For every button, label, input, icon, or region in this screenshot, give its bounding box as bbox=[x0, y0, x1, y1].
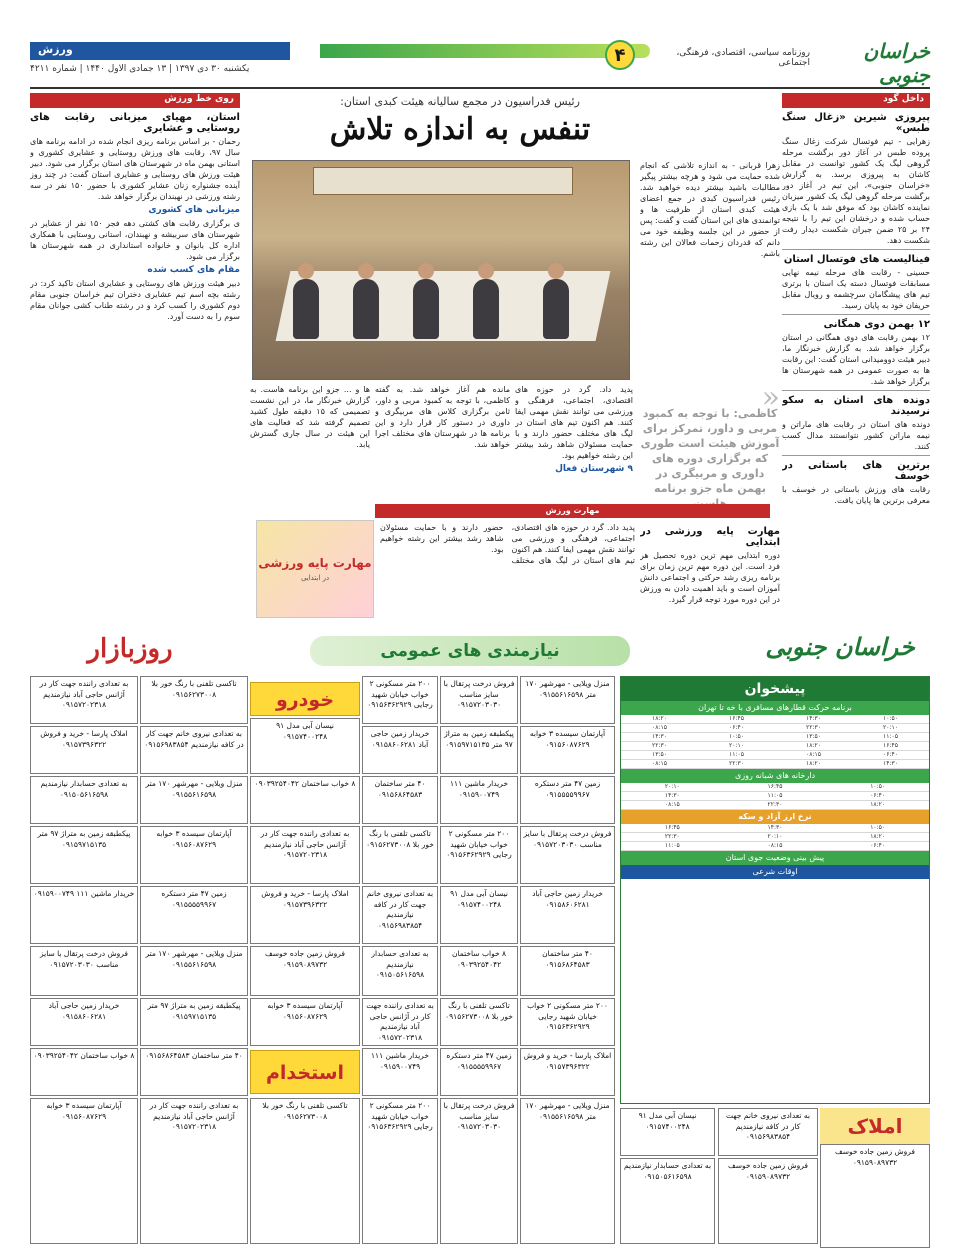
currency-table: ۱۰:۵۰ ۱۴:۳۰ ۱۶:۴۵ ۱۸:۲۰ ۲۰:۱۰ ۲۲:۳۰ ۰۶:۴۰ ۰۸:۱۵ ۱۱:۰۵ bbox=[621, 824, 929, 851]
divider bbox=[782, 390, 930, 391]
item-body: حسینی - رقابت های مرحله نیمه نهایی مسابقات فوتسال دسته یک استان با برتری تیم های پیشگامان سرچشمه و رویال مقابل حریفان خود به پایان رسید. bbox=[782, 268, 930, 310]
classified-ad[interactable]: به تعدادی حسابدار نیازمندیم ۰۹۱۵۰۵۶۱۶۵۹۸ bbox=[620, 1158, 715, 1244]
section-label: ورزش bbox=[30, 42, 290, 60]
classified-ad[interactable]: منزل ویلایی - مهرشهر ۱۷۰ متر ۰۹۱۵۵۶۱۶۵۹۸ bbox=[140, 946, 248, 996]
item-body: دونده های استان در رقابت های ماراتن و نیمه ماراتن کشور نتوانستند مدال کسب کنند. bbox=[782, 420, 930, 451]
quote-mark-icon: « bbox=[761, 380, 780, 415]
classified-ad[interactable]: منزل ویلایی - مهرشهر ۱۷۰ متر ۰۹۱۵۵۶۱۶۵۹۸ bbox=[520, 1098, 615, 1244]
classified-ad[interactable]: فروش زمین جاده خوسف ۰۹۱۵۹۰۸۹۷۳۲ bbox=[250, 946, 360, 996]
classified-ad[interactable]: خریدار زمین حاجی آباد ۰۹۱۵۸۶۰۶۲۸۱ bbox=[30, 998, 138, 1046]
item-body: زهرایی - تیم فوتسال شرکت زغال سنگ پروده طبس در آغاز دور برگشت مرحله گروهی لیگ یک کشور توانست در مقابل کاشان به پیروزی برسد. به گزارش «خراسان جنوبی»، این تیم در آغاز دور برگشت مرحله گروهی لیگ یک کشور میزبان نماینده کاشان بود که موفق شد با یک بازی حساب شده و درخشان این تیم را با نتیجه ۲۴ بر ۲۵ ضمن جبران شکست دیدار رفت شکست دهد. bbox=[782, 137, 930, 245]
classified-ad[interactable]: خریدار زمین حاجی آباد ۰۹۱۵۸۶۰۶۲۸۱ bbox=[362, 726, 438, 774]
classified-ad[interactable]: پیکطبقه زمین به متراژ ۹۷ متر ۰۹۱۵۹۷۱۵۱۳۵ bbox=[140, 998, 248, 1046]
train-table-title: برنامه حرکت قطارهای مسافری با خه تا تهران bbox=[621, 701, 929, 715]
classified-ad[interactable]: آپارتمان سیسده ۳ خوابه ۰۹۱۵۶۰۸۷۶۲۹ bbox=[250, 998, 360, 1046]
meeting-photo bbox=[252, 160, 630, 380]
pishkhan-box bbox=[620, 676, 930, 1104]
classified-ad[interactable]: به تعدادی نیروی خانم جهت کار در کافه نیازمندیم ۰۹۱۵۶۹۸۳۸۵۴ bbox=[140, 726, 248, 774]
classified-ad[interactable]: خریدار ماشین ۱۱۱ ۰۹۱۵۹۰۰۷۴۹ bbox=[440, 776, 518, 824]
main-body-far-left: ها و ... جزو این برنامه هاست. به گزارش خبرنگار ما، در این نشست تصمیمی که ۱۵ دقیقه طول کشید تصمیم گرفته شد که فعالیت های این هیئت در سال جاری گسترش یابد. bbox=[250, 385, 370, 449]
classified-ad[interactable]: فروش درخت پرتقال با سایز مناسب ۰۹۱۵۷۲۰۳۰۳۰ bbox=[440, 1098, 518, 1244]
classified-ad[interactable]: فروش درخت پرتقال با سایز مناسب ۰۹۱۵۷۲۰۳۰۳۰ bbox=[440, 676, 518, 724]
amlak-box bbox=[820, 1108, 930, 1248]
classified-ad[interactable]: املاک پارسا - خرید و فروش ۰۹۱۵۷۳۹۶۳۲۲ bbox=[520, 1048, 615, 1096]
classifieds-logo[interactable]: خراسان جنوبی bbox=[765, 632, 915, 661]
classified-ad[interactable]: تاکسی تلفنی با رنگ خور بلا ۰۹۱۵۶۲۷۳۰۰۸ bbox=[362, 826, 438, 884]
main-body-right: زهرا قربانی - به اندازه تلاشی که انجام شده حمایت می شود و هرچه بیشتر پیگیر مطالبات باشید بیشتر دیده خواهید شد. رئیس فدراسیون کبدی در جمع اعضای هیئت کبدی استان از ظرفیت ها و توانمندی های این استان گفت و گفت: پس از حضور در این جلسه وظیفه خود می دانم که قدردان زحمات فعالان این رشته باشم. bbox=[640, 161, 780, 258]
classified-ad[interactable]: پیکطبقه زمین به متراژ ۹۷ متر ۰۹۱۵۹۷۱۵۱۳۵ bbox=[30, 826, 138, 884]
right-column bbox=[782, 93, 930, 623]
classified-ad[interactable]: تاکسی تلفنی با رنگ خور بلا ۰۹۱۵۶۲۷۳۰۰۸ bbox=[250, 1098, 360, 1244]
classified-ad[interactable]: املاک پارسا - خرید و فروش ۰۹۱۵۷۳۹۶۳۲۲ bbox=[250, 886, 360, 944]
classifieds-brand: روزبازار bbox=[87, 634, 173, 664]
classified-ad[interactable]: آپارتمان سیسده ۳ خوابه ۰۹۱۵۶۰۸۷۶۲۹ bbox=[520, 726, 615, 774]
page-number-badge: ۴ bbox=[605, 40, 635, 70]
classified-ad[interactable]: نیسان آبی مدل ۹۱ ۰۹۱۵۷۴۰۰۲۴۸ bbox=[440, 886, 518, 944]
classified-ad[interactable]: خریدار زمین حاجی آباد ۰۹۱۵۸۶۰۶۲۸۱ bbox=[520, 886, 615, 944]
classified-ad[interactable]: به تعدادی راننده جهت کار در آژانس حاجی آباد نیازمندیم ۰۹۱۵۷۲۰۲۳۱۸ bbox=[250, 826, 360, 884]
left-body-2: ی برگزاری رقابت های کشتی دهه فجر ۱۵۰ نفر از عشایر در شهرستان های سربیشه و نهبندان، استانی روستایی با همکاری اداره کل بانوان و خانواده استانداری در همه شهرستان ها برگزار می شود. bbox=[30, 219, 240, 261]
logo-text: خراسان جنوبی bbox=[863, 39, 930, 87]
classified-ad[interactable]: آپارتمان سیسده ۳ خوابه ۰۹۱۵۶۰۸۷۶۲۹ bbox=[140, 826, 248, 884]
classified-ad[interactable]: ۴۰ متر ساختمان ۰۹۱۵۶۸۶۴۵۸۳ bbox=[362, 776, 438, 824]
left-column bbox=[30, 93, 240, 623]
classified-ad[interactable]: ۴۰ متر ساختمان ۰۹۱۵۶۸۶۴۵۸۳ bbox=[140, 1048, 248, 1096]
sub-article-cont: پدید داد. گرد در حوزه های اقتصادی، اجتماعی، فرهنگی و ورزشی می توانند نقش مهمی ایفا کنند. هم اکنون تیم های استان در لیگ های مختلف حضور دارند و با حمایت مسئولان شاهد رشد بیشتر این رشته خواهیم بود. bbox=[380, 523, 635, 565]
sub-article: مهارت پایه ورزشی در ابتدایی دوره ابتدایی مهم ترین دوره تحصیل هر فرد است. این دوره مهم ترین زمان برای برنامه ریزی رشد حرکتی و اجتماعی دانش آموزان است و باید اهمیت دادن به ورزش در این دوره مورد توجه قرار گیرد. bbox=[640, 526, 780, 604]
item-title[interactable]: برترین های باستانی در خوسف bbox=[782, 460, 930, 482]
item-body: رقابت های ورزش باستانی در خوسف با معرفی برترین ها پایان یافت. bbox=[782, 485, 930, 505]
item-title[interactable]: پیروزی شیرین «زغال سنگ طبس» bbox=[782, 112, 930, 134]
main-body-left: مانده هم آغاز خواهد شد. به گفته کاظمی، با توجه به کمبود مربی و داور، ثامن برگزاری کلاس های مربیگری و داوری در دستور کار قرار دارد و این برنامه ها در شهرستان های مختلف اجرا خواهد شد. bbox=[375, 385, 510, 449]
classified-ad[interactable]: ۲۰۰ متر مسکونی ۲ خواب خیابان شهید رجایی ۰۹۱۵۶۳۶۲۹۲۹ bbox=[520, 998, 615, 1046]
classified-ad[interactable]: به تعدادی حسابدار نیازمندیم ۰۹۱۵۰۵۶۱۶۵۹۸ bbox=[30, 776, 138, 824]
category-amlak[interactable]: املاک bbox=[820, 1108, 930, 1144]
main-body-mid: پدید داد. گرد در حوزه های اقتصادی، اجتماعی، فرهنگی و ورزشی می توانند نقش مهمی ایفا کنند. هم اکنون تیم های استان در لیگ های مختلف حضور دارند و با حمایت مسئولان شاهد رشد بیشتر این رشته خواهیم بود. ۹ شهرستان فعال bbox=[515, 385, 633, 474]
item-title[interactable]: دونده های استان به سکو نرسیدند bbox=[782, 395, 930, 417]
weather-title: پیش بینی وضعیت جوی استان bbox=[621, 851, 929, 865]
classified-ad[interactable]: فروش درخت پرتقال با سایز مناسب ۰۹۱۵۷۲۰۳۰۳۰ bbox=[30, 946, 138, 996]
train-table: ۱۰:۵۰ ۱۴:۳۰ ۱۶:۴۵ ۱۸:۲۰ ۲۰:۱۰ ۲۲:۳۰ ۰۶:۴۰ ۰۸:۱۵ ۱۱:۰۵ ۱۳:۵۰ ۱۰:۵۰ ۱۴:۳۰ ۱۶:۴۵ ۱۸:۲۰ ۲۰:۱۰ ۲۲:۳۰ ۰۶:۴۰ ۰۸:۱۵ ۱۱:۰۵ ۱۳:۵۰ ۱۴:۳۰ ۱۸:۲۰ ۲۲:۳۰ ۰۸:۱۵ bbox=[621, 715, 929, 769]
classified-ad[interactable]: منزل ویلایی - مهرشهر ۱۷۰ متر ۰۹۱۵۵۶۱۶۵۹۸ bbox=[520, 676, 615, 724]
left-body-3: دبیر هیئت ورزش های روستایی و عشایری استان تاکید کرد: در رشته بچه اسم تیم عشایری دختران تیم خراسان جنوبی مقام دوم کشوری را کسب کرد و در رشته طناب کشی جوانان مقام سوم را به دست آورد. bbox=[30, 279, 240, 321]
classified-ad[interactable]: ۸ خواب ساختمان ۰۹۰۳۹۲۵۴۰۴۲ bbox=[440, 946, 518, 996]
classified-ad[interactable]: خریدار ماشین ۱۱۱ ۰۹۱۵۹۰۰۷۴۹ bbox=[30, 886, 138, 944]
left-body-1: رحمان - بر اساس برنامه ریزی انجام شده در ادامه برنامه های سال ۹۷، رقابت های ورزش روستایی و عشایری کشوری و استانی بهمن ماه در شهرستان های استان برگزار می شود. دبیر هیئت ورزش های روستایی و عشایری استان گفت: در چند روز آینده جشنواره زنان عشایر کشوری با حضور ۱۵۰ نفر در سه رشته ورزشی در نهبندان برگزار خواهد شد. bbox=[30, 137, 240, 201]
classified-ad[interactable]: زمین ۴۷ متر دستکره ۰۹۱۵۵۵۵۹۹۶۷ bbox=[440, 1048, 518, 1096]
strip-heading: مهارت ورزش bbox=[375, 504, 770, 518]
classified-ad[interactable]: ۲۰۰ متر مسکونی ۲ خواب خیابان شهید رجایی ۰۹۱۵۶۳۶۲۹۲۹ bbox=[362, 676, 438, 724]
main-headline[interactable]: تنفس به اندازه تلاش bbox=[329, 112, 591, 147]
classified-ad[interactable]: به تعدادی راننده جهت کار در آژانس حاجی آباد نیازمندیم ۰۹۱۵۷۲۰۲۳۱۸ bbox=[362, 998, 438, 1046]
item-title[interactable]: ۱۲ بهمن دوی همگانی bbox=[823, 319, 930, 330]
classifieds-title: نیازمندی های عمومی bbox=[310, 636, 630, 666]
item-body: ۱۲ بهمن رقابت های دوی همگانی در استان برگزار خواهد شد. به گزارش خبرنگار ما، دبیر هیئت دوومیدانی استان گفت: این رقابت ها به صورت عمومی در همه شهرستان ها برگزار خواهد شد. bbox=[782, 333, 930, 386]
pharmacy-table: ۱۰:۵۰ ۱۶:۴۵ ۲۰:۱۰ ۰۶:۴۰ ۱۱:۰۵ ۱۴:۳۰ ۱۸:۲۰ ۲۲:۳۰ ۰۸:۱۵ bbox=[621, 783, 929, 810]
sports-skill-ad[interactable]: مهارت پایه ورزشی در ابتدایی bbox=[256, 520, 374, 618]
photo-banner bbox=[313, 167, 573, 195]
classified-ad[interactable]: ۴۰ متر ساختمان ۰۹۱۵۶۸۶۴۵۸۳ bbox=[520, 946, 615, 996]
classified-ad[interactable]: زمین ۴۷ متر دستکره ۰۹۱۵۵۵۵۹۹۶۷ bbox=[520, 776, 615, 824]
header-green-band bbox=[320, 44, 650, 58]
classified-ad[interactable]: تاکسی تلفنی با رنگ خور بلا ۰۹۱۵۶۲۷۳۰۰۸ bbox=[440, 998, 518, 1046]
left-kicker: روی خط ورزش bbox=[30, 93, 240, 108]
classified-ad[interactable]: به تعدادی نیروی خانم جهت کار در کافه نیازمندیم ۰۹۱۵۶۹۸۳۸۵۴ bbox=[362, 886, 438, 944]
classified-ad[interactable]: به تعدادی راننده جهت کار در آژانس حاجی آباد نیازمندیم ۰۹۱۵۷۲۰۲۳۱۸ bbox=[30, 676, 138, 724]
pull-quote: « کاظمی: با توجه به کمبود مربی و داور، تمرکز برای آموزش هیئت است طوری که برگزاری دوره های داوری و مربیگری در بهمن ماه جزو برنامه bbox=[640, 380, 780, 498]
classified-ad[interactable]: فروش زمین جاده خوسف ۰۹۱۵۹۰۸۹۷۳۲ bbox=[718, 1158, 818, 1244]
pishkhan-title: پیشخوان bbox=[621, 677, 929, 701]
classified-ad[interactable]: زمین ۴۷ متر دستکره ۰۹۱۵۵۵۵۹۹۶۷ bbox=[140, 886, 248, 944]
classified-ad[interactable]: تاکسی تلفنی با رنگ خور بلا ۰۹۱۵۶۲۷۳۰۰۸ bbox=[140, 676, 248, 724]
classified-ad[interactable]: فروش زمین جاده خوسف ۰۹۱۵۹۰۸۹۷۳۲ bbox=[820, 1144, 930, 1248]
classified-ad[interactable]: نیسان آبی مدل ۹۱ ۰۹۱۵۷۴۰۰۲۴۸ bbox=[250, 718, 360, 774]
classified-ad[interactable]: خریدار ماشین ۱۱۱ ۰۹۱۵۹۰۰۷۴۹ bbox=[362, 1048, 438, 1096]
classified-ad[interactable]: ۸ خواب ساختمان ۰۹۰۳۹۲۵۴۰۴۲ bbox=[250, 776, 360, 824]
pharmacy-title: دارخانه های شبانه روزی bbox=[621, 769, 929, 783]
divider bbox=[782, 314, 930, 315]
divider bbox=[782, 249, 930, 250]
tagline: روزنامه سیاسی، اقتصادی، فرهنگی، اجتماعی bbox=[676, 48, 810, 68]
classifieds-header bbox=[30, 628, 930, 678]
classified-ad[interactable]: به تعدادی نیروی خانم جهت کار در کافه نیازمندیم ۰۹۱۵۶۹۸۳۸۵۴ bbox=[718, 1108, 818, 1156]
header-rule bbox=[30, 87, 930, 89]
super-headline: رئیس فدراسیون در مجمع سالیانه هیئت کبدی استان: bbox=[340, 95, 580, 108]
category-khodro[interactable]: خودرو bbox=[250, 682, 360, 716]
classified-ad[interactable]: ۲۰۰ متر مسکونی ۲ خواب خیابان شهید رجایی ۰۹۱۵۶۳۶۲۹۲۹ bbox=[362, 1098, 438, 1244]
currency-title: نرخ ارز آزاد و سکه bbox=[621, 810, 929, 824]
newspaper-logo[interactable] bbox=[810, 40, 930, 86]
classified-ad[interactable]: فروش درخت پرتقال با سایز مناسب ۰۹۱۵۷۲۰۳۰۳۰ bbox=[520, 826, 615, 884]
left-sub-1: میزبانی های کشوری bbox=[148, 205, 240, 215]
category-estekhdam[interactable]: استخدام bbox=[250, 1050, 360, 1094]
classified-ad[interactable]: پیکطبقه زمین به متراژ ۹۷ متر ۰۹۱۵۹۷۱۵۱۳۵ bbox=[440, 726, 518, 774]
left-title[interactable]: استان، مهیای میزبانی رقابت های روستایی و عشایری bbox=[30, 112, 240, 134]
classified-ad[interactable]: به تعدادی راننده جهت کار در آژانس حاجی آباد نیازمندیم ۰۹۱۵۷۲۰۲۳۱۸ bbox=[140, 1098, 248, 1244]
classified-ad[interactable]: به تعدادی حسابدار نیازمندیم ۰۹۱۵۰۵۶۱۶۵۹۸ bbox=[362, 946, 438, 996]
classified-ad[interactable]: املاک پارسا - خرید و فروش ۰۹۱۵۷۳۹۶۳۲۲ bbox=[30, 726, 138, 774]
classified-ad[interactable]: نیسان آبی مدل ۹۱ ۰۹۱۵۷۴۰۰۲۴۸ bbox=[620, 1108, 715, 1156]
classified-ad[interactable]: آپارتمان سیسده ۳ خوابه ۰۹۱۵۶۰۸۷۶۲۹ bbox=[30, 1098, 138, 1244]
right-kicker: داخل گود bbox=[782, 93, 930, 108]
divider bbox=[782, 455, 930, 456]
masthead bbox=[30, 40, 930, 86]
date-line: یکشنبه ۳۰ دی ۱۳۹۷ | ۱۳ جمادی الاول ۱۴۴۰ | شماره ۴۲۱۱ bbox=[30, 64, 250, 74]
classified-ad[interactable]: منزل ویلایی - مهرشهر ۱۷۰ متر ۰۹۱۵۵۶۱۶۵۹۸ bbox=[140, 776, 248, 824]
classified-ad[interactable]: ۲۰۰ متر مسکونی ۲ خواب خیابان شهید رجایی ۰۹۱۵۶۳۶۲۹۲۹ bbox=[440, 826, 518, 884]
left-sub-2: مقام های کسب شده bbox=[147, 265, 240, 275]
sub-heading: ۹ شهرستان فعال bbox=[555, 464, 633, 474]
classified-ad[interactable]: ۸ خواب ساختمان ۰۹۰۳۹۲۵۴۰۴۲ bbox=[30, 1048, 138, 1096]
prayer-title: اوقات شرعی bbox=[621, 865, 929, 879]
item-title[interactable]: فینالیست های فوتسال استان bbox=[783, 254, 930, 265]
